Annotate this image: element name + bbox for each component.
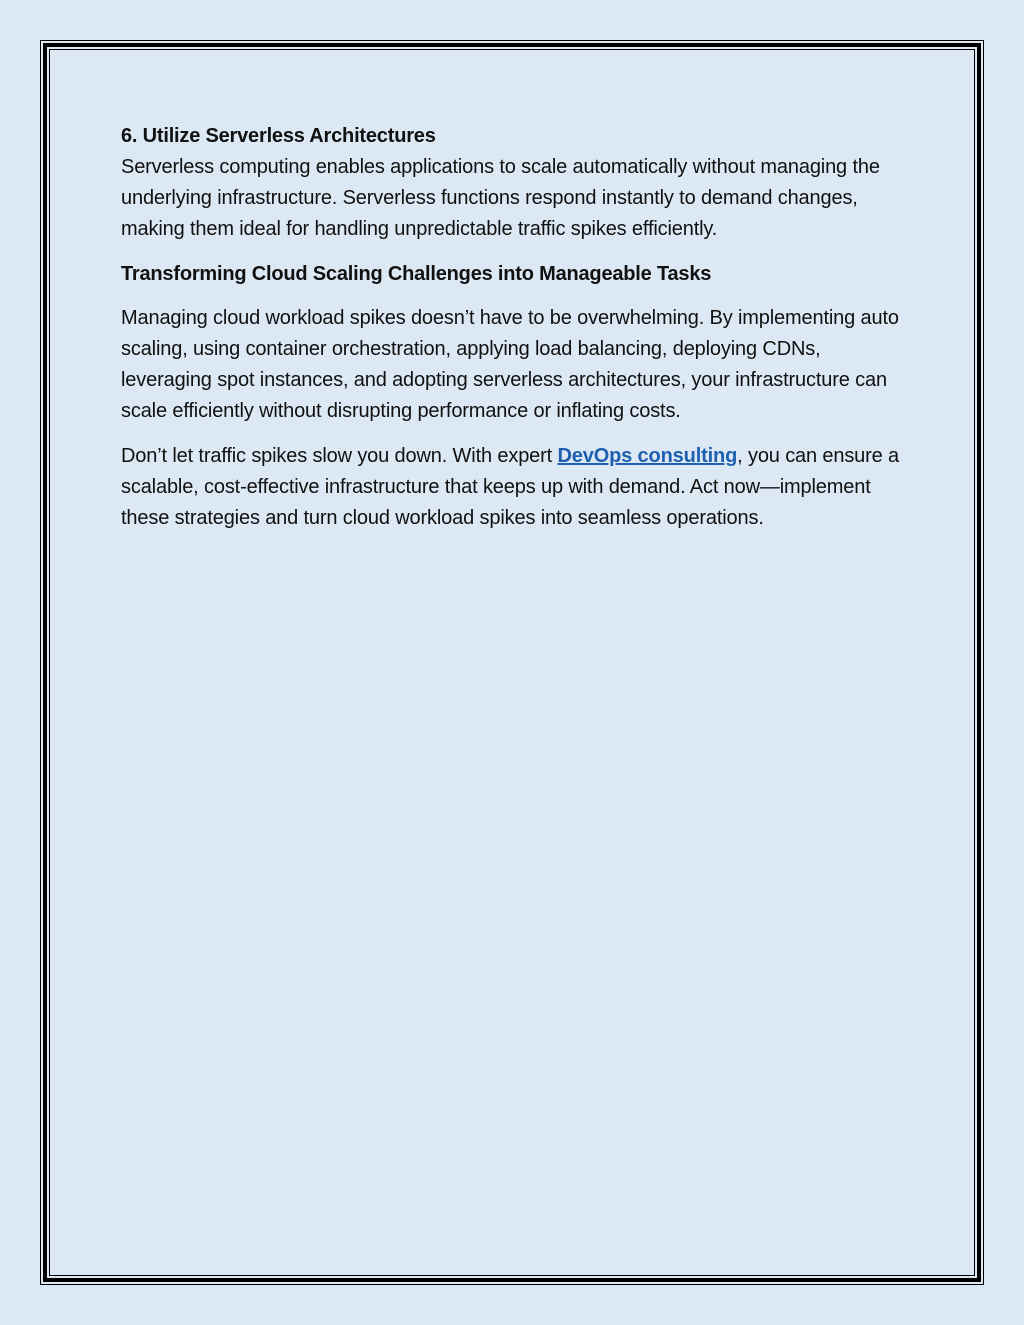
conclusion-paragraph-2: [121, 441, 911, 534]
section-heading-serverless: 6. Utilize Serverless Architectures: [121, 125, 436, 147]
devops-consulting-link[interactable]: DevOps consulting: [557, 445, 738, 467]
conclusion-title: Transforming Cloud Scaling Challenges into Manageable Tasks: [121, 263, 712, 285]
section-body-serverless: Serverless computing enables applications to scale automatically without managing the underlying infrastructure. Serverless functions respond instantly to demand changes, making them ideal for handling unpredictable traffic spikes efficiently.: [121, 156, 880, 240]
paragraph-2-text-after-link: , you can ensure a scalable, cost-effective infrastructure that keeps up with demand. Act now—implement these strategies and turn cloud workload spikes into seamless operations.: [121, 445, 900, 529]
conclusion-paragraph-1: Managing cloud workload spikes doesn’t have to be overwhelming. By implementing auto scaling, using container orchestration, applying load balancing, deploying CDNs, leveraging spot instances, and adopting serverless architectures, your infrastructure can scale efficiently without disrupting performance or inflating costs.: [121, 307, 899, 422]
document-content: [121, 121, 911, 534]
paragraph-2-text-before-link: Don’t let traffic spikes slow you down. With expert: [121, 445, 558, 467]
